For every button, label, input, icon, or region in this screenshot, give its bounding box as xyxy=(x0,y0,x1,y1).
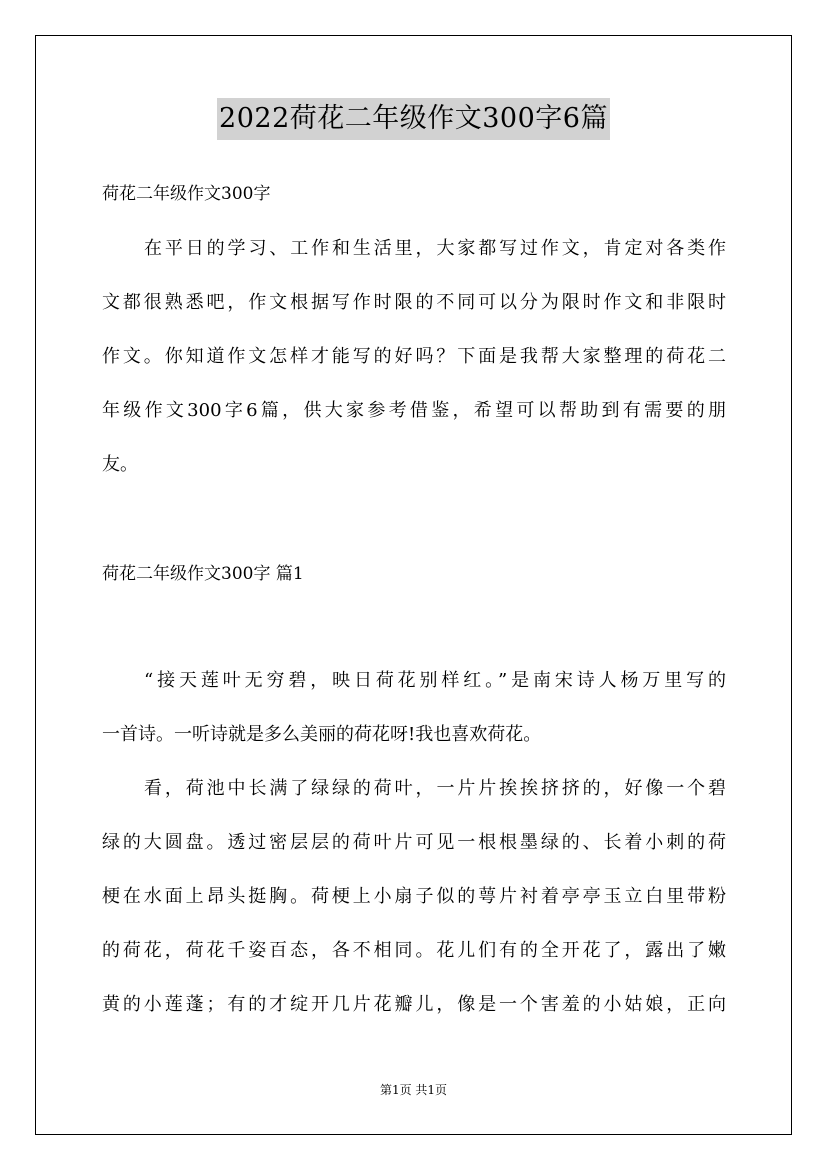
section-heading: 荷花二年级作文300字 篇1 xyxy=(102,564,304,584)
section-line: 一首诗。一听诗就是多么美丽的荷花呀!我也喜欢荷花。 xyxy=(102,724,542,745)
title-container xyxy=(0,98,827,140)
page-footer: 第1页 共1页 xyxy=(379,1083,448,1097)
section-line: 梗在水面上昂头挺胸。荷梗上小扇子似的萼片衬着亭亭玉立白里带粉 xyxy=(102,886,726,907)
section-line: “接天莲叶无穷碧，映日荷花别样红。”是南宋诗人杨万里写的 xyxy=(144,670,726,691)
section-line: 黄的小莲蓬；有的才绽开几片花瓣儿，像是一个害羞的小姑娘，正向 xyxy=(102,994,726,1015)
intro-heading: 荷花二年级作文300字 xyxy=(102,184,271,204)
section-line: 看，荷池中长满了绿绿的荷叶，一片片挨挨挤挤的，好像一个碧 xyxy=(144,778,726,799)
document-title: 2022荷花二年级作文300字6篇 xyxy=(217,98,610,140)
intro-line: 作文。你知道作文怎样才能写的好吗？下面是我帮大家整理的荷花二 xyxy=(102,346,726,367)
intro-line: 文都很熟悉吧，作文根据写作时限的不同可以分为限时作文和非限时 xyxy=(102,292,726,313)
intro-line: 在平日的学习、工作和生活里，大家都写过作文，肯定对各类作 xyxy=(144,238,726,259)
intro-line: 年级作文300字6篇，供大家参考借鉴，希望可以帮助到有需要的朋 xyxy=(102,400,726,421)
section-line: 绿的大圆盘。透过密层层的荷叶片可见一根根墨绿的、长着小刺的荷 xyxy=(102,832,726,853)
intro-line: 友。 xyxy=(102,454,138,475)
section-line: 的荷花，荷花千姿百态，各不相同。花儿们有的全开花了，露出了嫩 xyxy=(102,940,726,961)
